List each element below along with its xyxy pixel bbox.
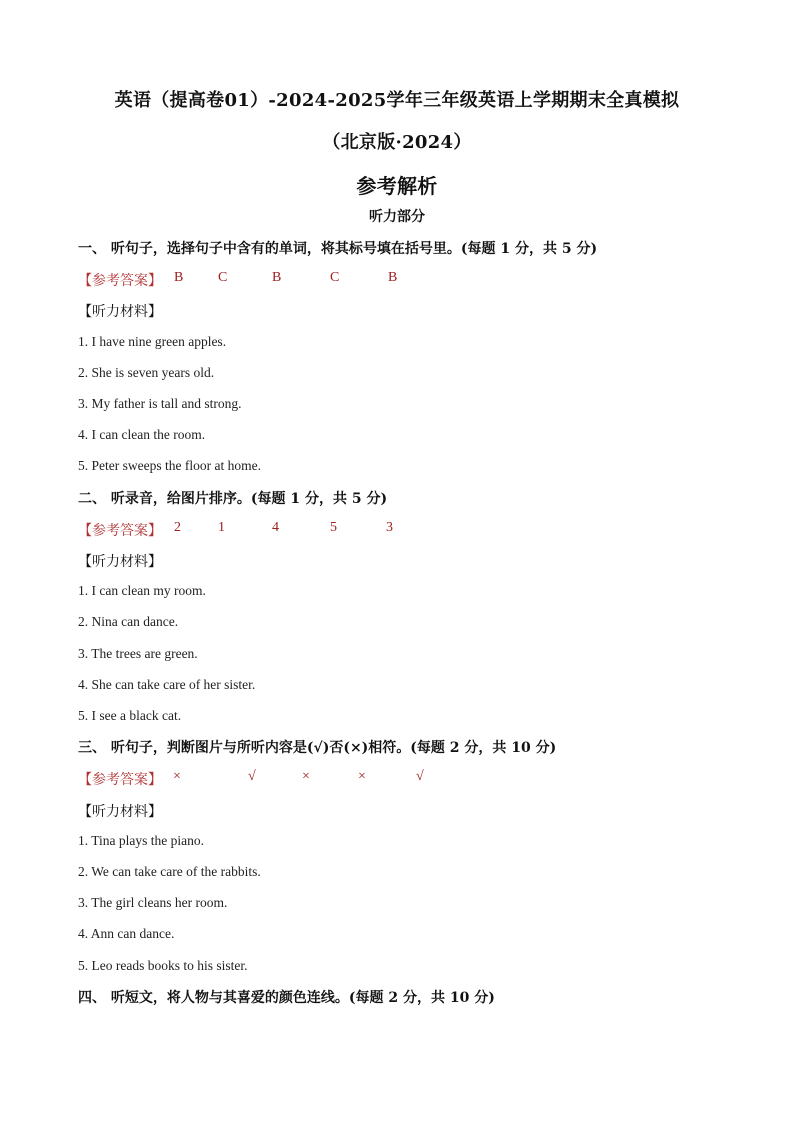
material-tag: 【听力材料】 <box>78 554 162 570</box>
list-item: 4. I can clean the room. <box>78 427 206 442</box>
list-item: 2. Nina can dance. <box>78 614 179 629</box>
answer-value: × <box>302 769 310 784</box>
answer-value: 5 <box>330 520 337 535</box>
doc-title-line2: （北京版·2024） <box>322 132 472 153</box>
section-1-heading: 一、 听句子，选择句子中含有的单词，将其标号填在括号里。(每题 1 分，共 5 分) <box>78 241 598 257</box>
answer-value: √ <box>416 769 424 784</box>
section-2-answers <box>78 520 678 540</box>
answer-value: 2 <box>174 520 181 535</box>
list-item: 5. Leo reads books to his sister. <box>78 958 248 973</box>
list-item: 2. We can take care of the rabbits. <box>78 864 261 879</box>
section-1-answers <box>78 270 678 290</box>
section-3-answers <box>78 769 678 789</box>
section-4-heading: 四、 听短文，将人物与其喜爱的颜色连线。(每题 2 分，共 10 分) <box>78 990 495 1006</box>
list-item: 1. Tina plays the piano. <box>78 833 205 848</box>
answer-tag: 【参考答案】 <box>78 273 162 289</box>
section-2-heading: 二、 听录音，给图片排序。(每题 1 分，共 5 分) <box>78 491 388 507</box>
doc-title-line3: 参考解析 <box>356 174 438 198</box>
list-item: 5. I see a black cat. <box>78 708 182 723</box>
answer-value: × <box>173 769 181 784</box>
list-item: 3. The trees are green. <box>78 646 198 661</box>
list-item: 1. I have nine green apples. <box>78 334 227 349</box>
answer-value: C <box>330 270 340 285</box>
list-item: 1. I can clean my room. <box>78 583 206 598</box>
answer-value: B <box>388 270 398 285</box>
answer-tag: 【参考答案】 <box>78 523 162 539</box>
list-item: 2. She is seven years old. <box>78 365 215 380</box>
answer-value: B <box>174 270 184 285</box>
part-title: 听力部分 <box>369 209 425 225</box>
answer-tag: 【参考答案】 <box>78 772 162 788</box>
answer-value: √ <box>248 769 256 784</box>
list-item: 5. Peter sweeps the floor at home. <box>78 458 261 473</box>
answer-value: 1 <box>218 520 225 535</box>
section-3-heading: 三、 听句子，判断图片与所听内容是(√)否(×)相符。(每题 2 分，共 10 分) <box>78 740 557 756</box>
answer-value: × <box>358 769 366 784</box>
answer-value: 4 <box>272 520 279 535</box>
answer-value: 3 <box>386 520 393 535</box>
doc-title-line1: 英语（提高卷01）-2024-2025学年三年级英语上学期期末全真模拟 <box>114 90 680 111</box>
list-item: 3. The girl cleans her room. <box>78 895 228 910</box>
answer-value: B <box>272 270 282 285</box>
list-item: 3. My father is tall and strong. <box>78 396 242 411</box>
list-item: 4. Ann can dance. <box>78 926 175 941</box>
material-tag: 【听力材料】 <box>78 804 162 820</box>
material-tag: 【听力材料】 <box>78 304 162 320</box>
answer-value: C <box>218 270 228 285</box>
list-item: 4. She can take care of her sister. <box>78 677 256 692</box>
